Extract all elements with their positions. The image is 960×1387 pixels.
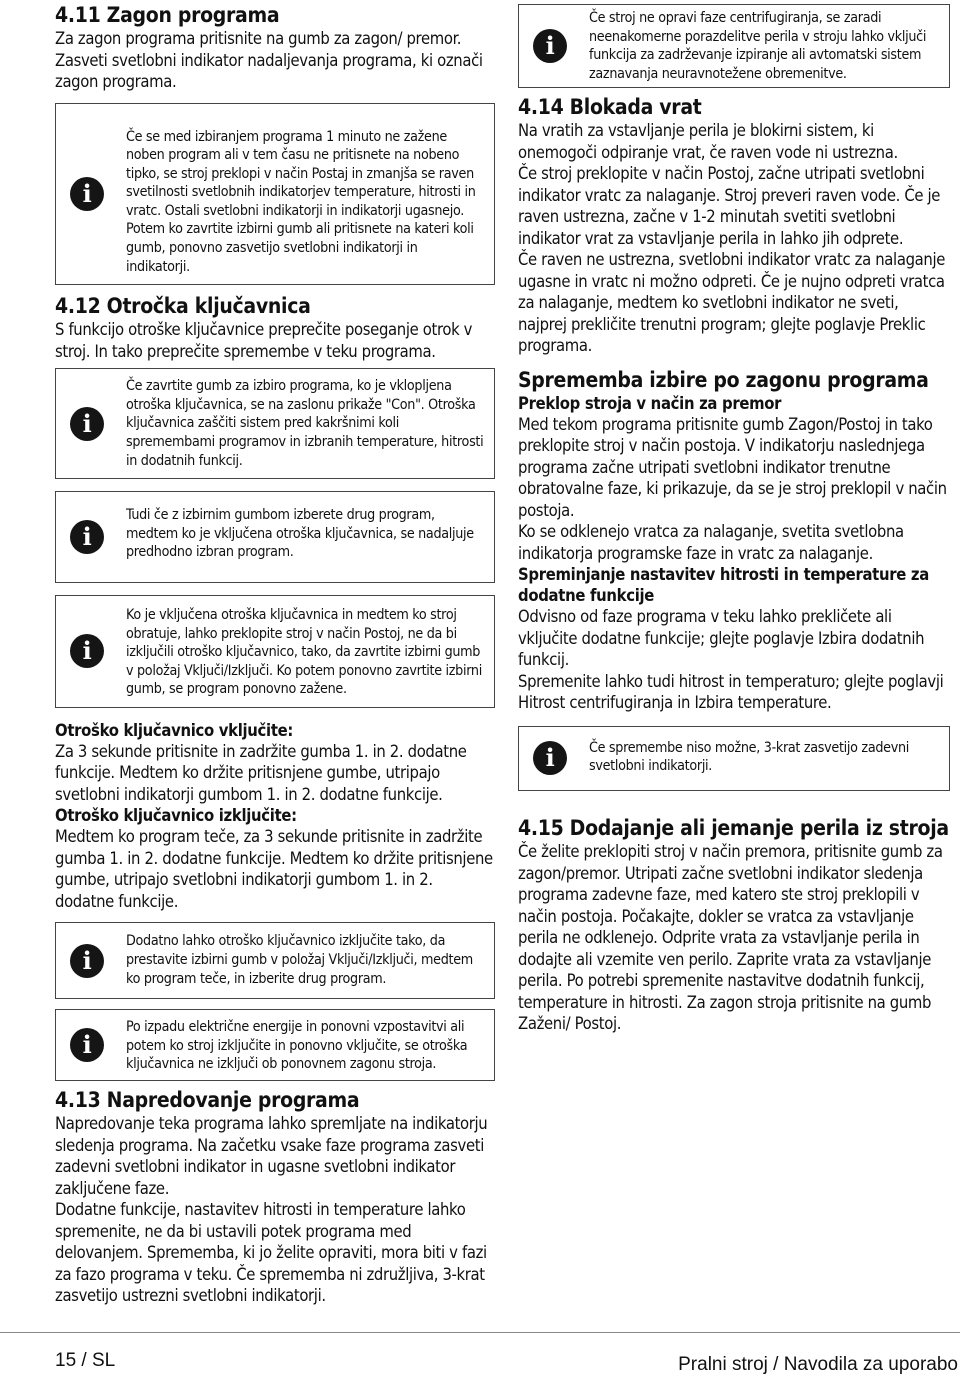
info-note-text: Ko je vključena otroška ključavnica in medtem ko stroj obratuje, lahko preklopite stroj v način Postoj, ne da bi izključili otroško ključavnico, tako, da zavrtite izbirni gumb v položaj Vključi/Izključi. Ko potem ponovno zavrtite izbirni gumb, se program ponovno zažene. — [126, 607, 482, 698]
left-column — [55, 0, 495, 1307]
section-4-13-text-1: Napredovanje teka programa lahko spremljate na indikatorju sledenja programa. Na začetku vsake faze programa zasveti zadevni svetlobni indikator in ugasne svetlobni indikator zaključene faze. — [55, 1114, 488, 1198]
section-4-14-title: 4.14 Blokada vrat — [518, 95, 702, 120]
section-4-14-text-3: Če raven ne ustrezna, svetlobni indikator vratc za nalaganje ugasne in vratc ni možno odpreti. Če je nujno odpreti vratca za nalaganje, medtem ko svetlobni indikator ne sveti, najprej prekličite trenutni program; glejte poglavje Preklic programa. — [518, 250, 946, 356]
manual-title: Pralni stroj / Navodila za uporabo — [678, 1354, 958, 1375]
info-note-no-change — [518, 726, 950, 791]
speed-temp-title: Spreminjanje nastavitev hitrosti in temperature za dodatne funkcije — [518, 565, 929, 606]
info-icon: i — [70, 177, 104, 211]
lock-on-text: Za 3 sekunde pritisnite in zadržite gumba 1. in 2. dodatne funkcije. Medtem ko držite pritisnjene gumbe, utripajo svetlobni indikatorji gumbom 1. in 2. dodatne funkcije. — [55, 741, 467, 804]
section-4-14-text-2: Če stroj preklopite v način Postoj, začne utripati svetlobni indikator vratc za nalaganje. Stroj preveri raven vode. Če je raven ustrezna, začne v 1-2 minutah svetiti svetlobni indikator vrat za vstavljanje perila in lahko jih odprete. — [518, 164, 941, 248]
change-selection-title: Sprememba izbire po zagonu programa — [518, 367, 929, 392]
right-column — [518, 0, 950, 1035]
section-4-15-title: 4.15 Dodajanje ali jemanje perila iz stroja — [518, 816, 949, 841]
speed-temp-text-2: Spremenite lahko tudi hitrost in temperaturo; glejte poglavji Hitrost centrifugiranja in Izbira temperature. — [518, 671, 944, 713]
info-icon: i — [533, 29, 567, 63]
section-4-12-title: 4.12 Otročka ključavnica — [55, 294, 311, 319]
info-note-standby — [55, 103, 495, 286]
info-note-text: Če spremembe niso možne, 3-krat zasvetijo zadevni svetlobni indikatorji. — [589, 739, 909, 775]
pause-mode-title: Preklop stroja v način za premor — [518, 393, 782, 413]
info-note-text: Dodatno lahko otroško ključavnico izključite tako, da prestavite izbirni gumb v položaj Vključi/Izključi, medtem ko program teče, in izberite drug program. — [126, 933, 473, 987]
info-icon: i — [70, 944, 104, 978]
info-note-power-failure — [55, 1009, 495, 1081]
speed-temp-text-1: Odvisno od faze programa v teku lahko prekličete ali vključite dodatne funkcije; glejte poglavje Izbira dodatnih funkcij. — [518, 607, 925, 670]
info-note-unlock-alt — [55, 922, 495, 999]
info-note-pause-mode — [55, 595, 495, 708]
info-note-program-continues — [55, 491, 495, 583]
info-icon: i — [533, 741, 567, 775]
info-note-text: Tudi če z izbirnim gumbom izberete drug program, medtem ko je vključena otroška ključavnica, se nadaljuje predhodno izbran program. — [126, 507, 474, 561]
info-icon: i — [70, 520, 104, 554]
info-icon: i — [70, 1028, 104, 1062]
pause-mode-text-2: Ko se odklenejo vratca za nalaganje, svetita svetlobna indikatorja programske faze in vratc za nalaganje. — [518, 522, 904, 563]
footer-divider — [0, 1332, 960, 1333]
lock-on-title: Otroško ključavnico vključite: — [55, 720, 294, 740]
page-number: 15 / SL — [55, 1350, 116, 1371]
info-note-text: Če se med izbiranjem programa 1 minuto ne zažene noben program ali v tem času ne pritisnete na nobeno tipko, se stroj preklopi v način Postaj in zmanjša se raven svetilnosti svetlobnih indikatorjev temperature, hitrosti in vratc. Ostali svetlobni indikatorji in indikatorji ugasnejo. Potem ko zavrtite izbirni gumb ali pritisnete na kateri koli gumb, ponovno zasvetijo svetlobni indikatorji in indikatorji. — [126, 128, 476, 275]
section-4-13-title: 4.13 Napredovanje programa — [55, 1088, 360, 1113]
section-4-13-text-2: Dodatne funkcije, nastavitev hitrosti in temperature lahko spremenite, ne da bi ustavili potek programa med delovanjem. Sprememba, ki jo želite opraviti, mora biti v fazi za fazo programa v teku. Če sprememba ni združljiva, 3-krat zasvetijo ustrezni svetlobni indikatorji. — [55, 1200, 487, 1306]
info-note-text: Če stroj ne opravi faze centrifugiranja, se zaradi neenakomerne porazdelitve perila v stroju lahko vključi funkcija za zadrževanje izpiranje ali avtomatski sistem zaznavanja neuravnotežene obremenitve. — [589, 10, 927, 82]
info-icon: i — [70, 407, 104, 441]
info-note-con — [55, 368, 495, 479]
section-4-15-text: Če želite preklopiti stroj v način premora, pritisnite gumb za zagon/premor. Utripati začne svetlobni indikator sledenja programa zadevne faze, med katero ste stroj preklopili v način postoja. Počakajte, dokler se vratca za vstavljanje perila ne odklenejo. Odprite vrata za vstavljanje perila in dodajte ali vzemite ven perilo. Zaprite vrata za vstavljanje perila. Po potrebi spremenite nastavitve dodatnih funkcij, temperature in hitrosti. Za zagon stroja pritisnite na gumb Zaženi/ Postoj. — [518, 842, 943, 1034]
section-4-12-text: S funkcijo otroške ključavnice preprečite poseganje otrok v stroj. In tako preprečite spremembe v teku programa. — [55, 320, 473, 361]
info-note-text: Če zavrtite gumb za izbiro programa, ko je vklopljena otroška ključavnica, se na zaslonu prikaže "Con". Otroška ključavnica zaščiti sistem pred kakršnimi koli spremembami programov in izbranih temperature, hitrosti in dodatnih funkcij. — [126, 378, 484, 469]
section-4-11-title: 4.11 Zagon programa — [55, 3, 280, 27]
section-4-14-text-1: Na vratih za vstavljanje perila je blokirni sistem, ki onemogoči odpiranje vrat, če raven vode ni ustrezna. — [518, 121, 898, 162]
lock-off-title: Otroško ključavnico izključite: — [55, 806, 297, 826]
info-icon: i — [70, 634, 104, 668]
section-4-11-text: Za zagon programa pritisnite na gumb za zagon/ premor. Zasveti svetlobni indikator nadaljevanja programa, ki označi zagon programa. — [55, 29, 483, 91]
lock-off-text: Medtem ko program teče, za 3 sekunde pritisnite in zadržite gumba 1. in 2. dodatne funkcije. Medtem ko držite pritisnjene gumbe, utripajo svetlobni indikatorji gumbom 1. in 2. dodatne funkcije. — [55, 827, 493, 911]
info-note-unbalanced-load — [518, 4, 950, 88]
pause-mode-text-1: Med tekom programa pritisnite gumb Zagon/Postoj in tako preklopite stroj v način postoja. V indikatorju naslednjega programa začne utripati svetlobni indikator trenutne obratovalne faze, ki prikazuje, da se je stroj preklopil v način postoja. — [518, 414, 947, 520]
info-note-text: Po izpadu električne energije in ponovni vzpostavitvi ali potem ko stroj izključite in ponovno vključite, se otroška ključavnica ne izključi ob ponovnem zagonu stroja. — [126, 1019, 468, 1073]
